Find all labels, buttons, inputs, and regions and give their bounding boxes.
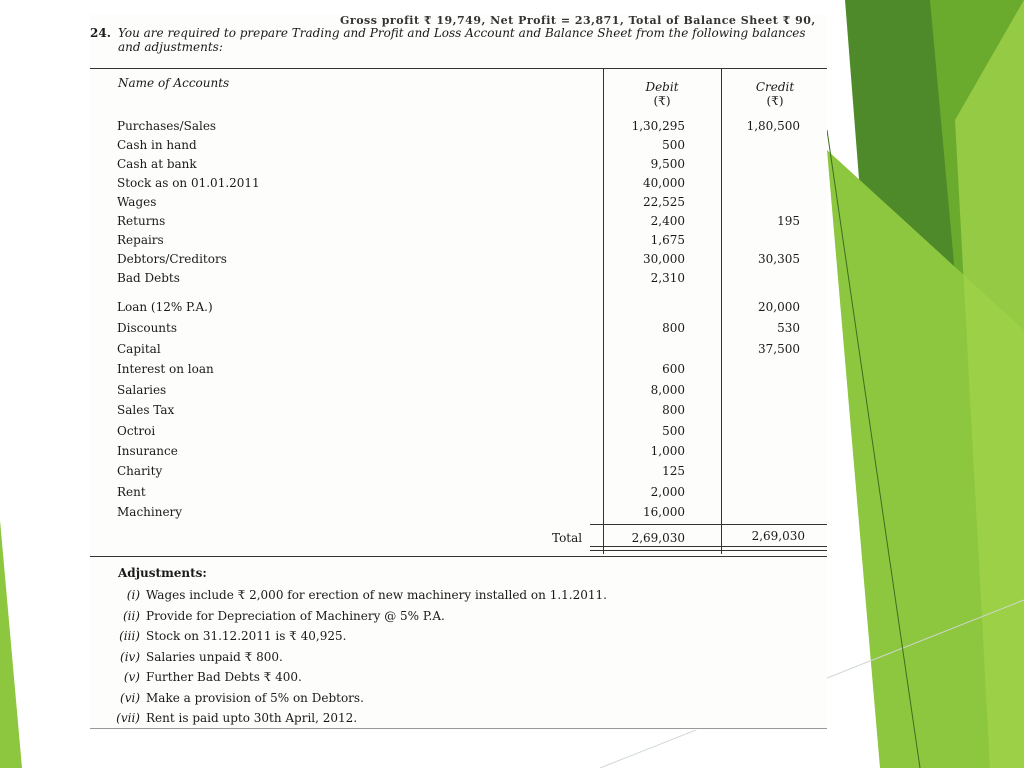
- table-row: [90, 300, 827, 318]
- question-number: 24.: [90, 26, 111, 40]
- debit-amount: 2,000: [650, 485, 685, 499]
- debit-amount: 8,000: [650, 383, 685, 397]
- table-row: [90, 342, 827, 360]
- debit-amount: 9,500: [650, 157, 685, 171]
- table-row: [90, 444, 827, 462]
- table-row: [90, 464, 827, 482]
- total-debit: 2,69,030: [631, 531, 685, 545]
- table-row: [90, 233, 827, 251]
- column-header-credit: [725, 80, 825, 108]
- adjustment-text: Stock on 31.12.2011 is ₹ 40,925.: [146, 629, 347, 643]
- adjustment-item: [112, 691, 712, 705]
- table-row: [90, 485, 827, 503]
- credit-amount: 1,80,500: [746, 119, 800, 133]
- adjustment-text: Salaries unpaid ₹ 800.: [146, 649, 283, 664]
- table-row: [90, 321, 827, 339]
- adjustment-number: (iv): [120, 649, 140, 664]
- adjustment-number: (iii): [119, 629, 140, 643]
- column-header-name: Name of Accounts: [118, 76, 230, 90]
- debit-amount: 1,675: [650, 233, 685, 247]
- account-name: Loan (12% P.A.): [117, 300, 213, 314]
- credit-amount: 30,305: [758, 252, 800, 266]
- account-name: Rent: [117, 485, 146, 499]
- scanned-document: [90, 14, 827, 730]
- total-label: Total: [552, 531, 583, 545]
- account-name: Stock as on 01.01.2011: [117, 176, 260, 190]
- table-row: [90, 362, 827, 380]
- table-top-rule: [90, 68, 827, 69]
- adjustment-number: (v): [123, 670, 140, 684]
- total-credit: 2,69,030: [751, 529, 805, 543]
- debit-amount: 600: [662, 362, 685, 376]
- credit-label: Credit: [755, 80, 795, 94]
- account-name: Cash at bank: [117, 157, 197, 171]
- account-name: Interest on loan: [117, 362, 214, 376]
- debit-amount: 500: [662, 424, 685, 438]
- debit-amount: 30,000: [643, 252, 685, 266]
- account-name: Charity: [117, 464, 163, 478]
- table-row: [90, 176, 827, 194]
- account-name: Machinery: [117, 505, 183, 519]
- account-name: Debtors/Creditors: [117, 252, 227, 266]
- total-double-rule-1: [590, 546, 827, 547]
- table-row: [90, 252, 827, 270]
- credit-amount: 530: [777, 321, 800, 335]
- debit-amount: 1,000: [650, 444, 685, 458]
- account-name: Sales Tax: [117, 403, 175, 417]
- question-text: You are required to prepare Trading and Profit and Loss Account and Balance Sheet from the following balances and adjustments:: [118, 26, 806, 54]
- adjustments-title: Adjustments:: [118, 566, 207, 580]
- debit-amount: 16,000: [643, 505, 685, 519]
- credit-currency: (₹): [766, 94, 784, 108]
- debit-amount: 800: [662, 403, 685, 417]
- adjustment-item: [112, 650, 712, 664]
- adjustment-text: Provide for Depreciation of Machinery @ 5% P.A.: [146, 608, 445, 623]
- adjustment-item: [112, 629, 712, 643]
- adjustment-number: (i): [126, 588, 140, 602]
- debit-amount: 2,310: [650, 271, 685, 285]
- table-row: [90, 403, 827, 421]
- adjustment-item: [112, 609, 712, 623]
- debit-amount: 800: [662, 321, 685, 335]
- adjustment-text: Wages include ₹ 2,000 for erection of new machinery installed on 1.1.2011.: [146, 588, 607, 602]
- table-row: [90, 383, 827, 401]
- debit-currency: (₹): [653, 94, 671, 108]
- debit-label: Debit: [645, 80, 679, 94]
- table-row: [90, 214, 827, 232]
- account-name: Insurance: [117, 444, 178, 458]
- account-name: Capital: [117, 342, 161, 356]
- debit-amount: 500: [662, 138, 685, 152]
- debit-amount: 22,525: [643, 195, 685, 209]
- total-top-rule: [590, 524, 827, 525]
- account-name: Wages: [117, 195, 157, 209]
- adjustment-number: (vi): [120, 690, 140, 705]
- account-name: Discounts: [117, 321, 177, 335]
- table-row: [90, 138, 827, 156]
- adjustment-text: Make a provision of 5% on Debtors.: [146, 690, 364, 705]
- adjustment-text: Further Bad Debts ₹ 400.: [146, 670, 302, 684]
- account-name: Purchases/Sales: [117, 119, 217, 133]
- account-name: Salaries: [117, 383, 167, 397]
- table-row: [90, 424, 827, 442]
- adjustment-number: (vii): [116, 711, 140, 725]
- table-row: [90, 157, 827, 175]
- column-header-debit: [612, 80, 712, 108]
- account-name: Bad Debts: [117, 271, 180, 285]
- debit-amount: 40,000: [643, 176, 685, 190]
- adjustment-number: (ii): [122, 608, 140, 623]
- table-row: [90, 505, 827, 523]
- credit-amount: 195: [777, 214, 800, 228]
- adjustment-item: [112, 711, 712, 725]
- debit-amount: 125: [662, 464, 685, 478]
- adjustment-item: [112, 588, 712, 602]
- credit-amount: 20,000: [758, 300, 800, 314]
- account-name: Returns: [117, 214, 166, 228]
- account-name: Repairs: [117, 233, 164, 247]
- page-bottom-rule: [90, 728, 827, 729]
- adjustment-item: [112, 670, 712, 684]
- table-bottom-rule: [90, 556, 827, 557]
- credit-amount: 37,500: [758, 342, 800, 356]
- table-row: [90, 119, 827, 137]
- total-double-rule-2: [590, 550, 827, 551]
- debit-amount: 1,30,295: [631, 119, 685, 133]
- adjustment-text: Rent is paid upto 30th April, 2012.: [146, 711, 358, 725]
- debit-amount: 2,400: [650, 214, 685, 228]
- account-name: Octroi: [117, 424, 156, 438]
- account-name: Cash in hand: [117, 138, 197, 152]
- table-row: [90, 271, 827, 289]
- table-row: [90, 195, 827, 213]
- cut-off-answer-line: Gross profit ₹ 19,749, Net Profit = 23,871, Total of Balance Sheet ₹ 90,: [340, 14, 816, 27]
